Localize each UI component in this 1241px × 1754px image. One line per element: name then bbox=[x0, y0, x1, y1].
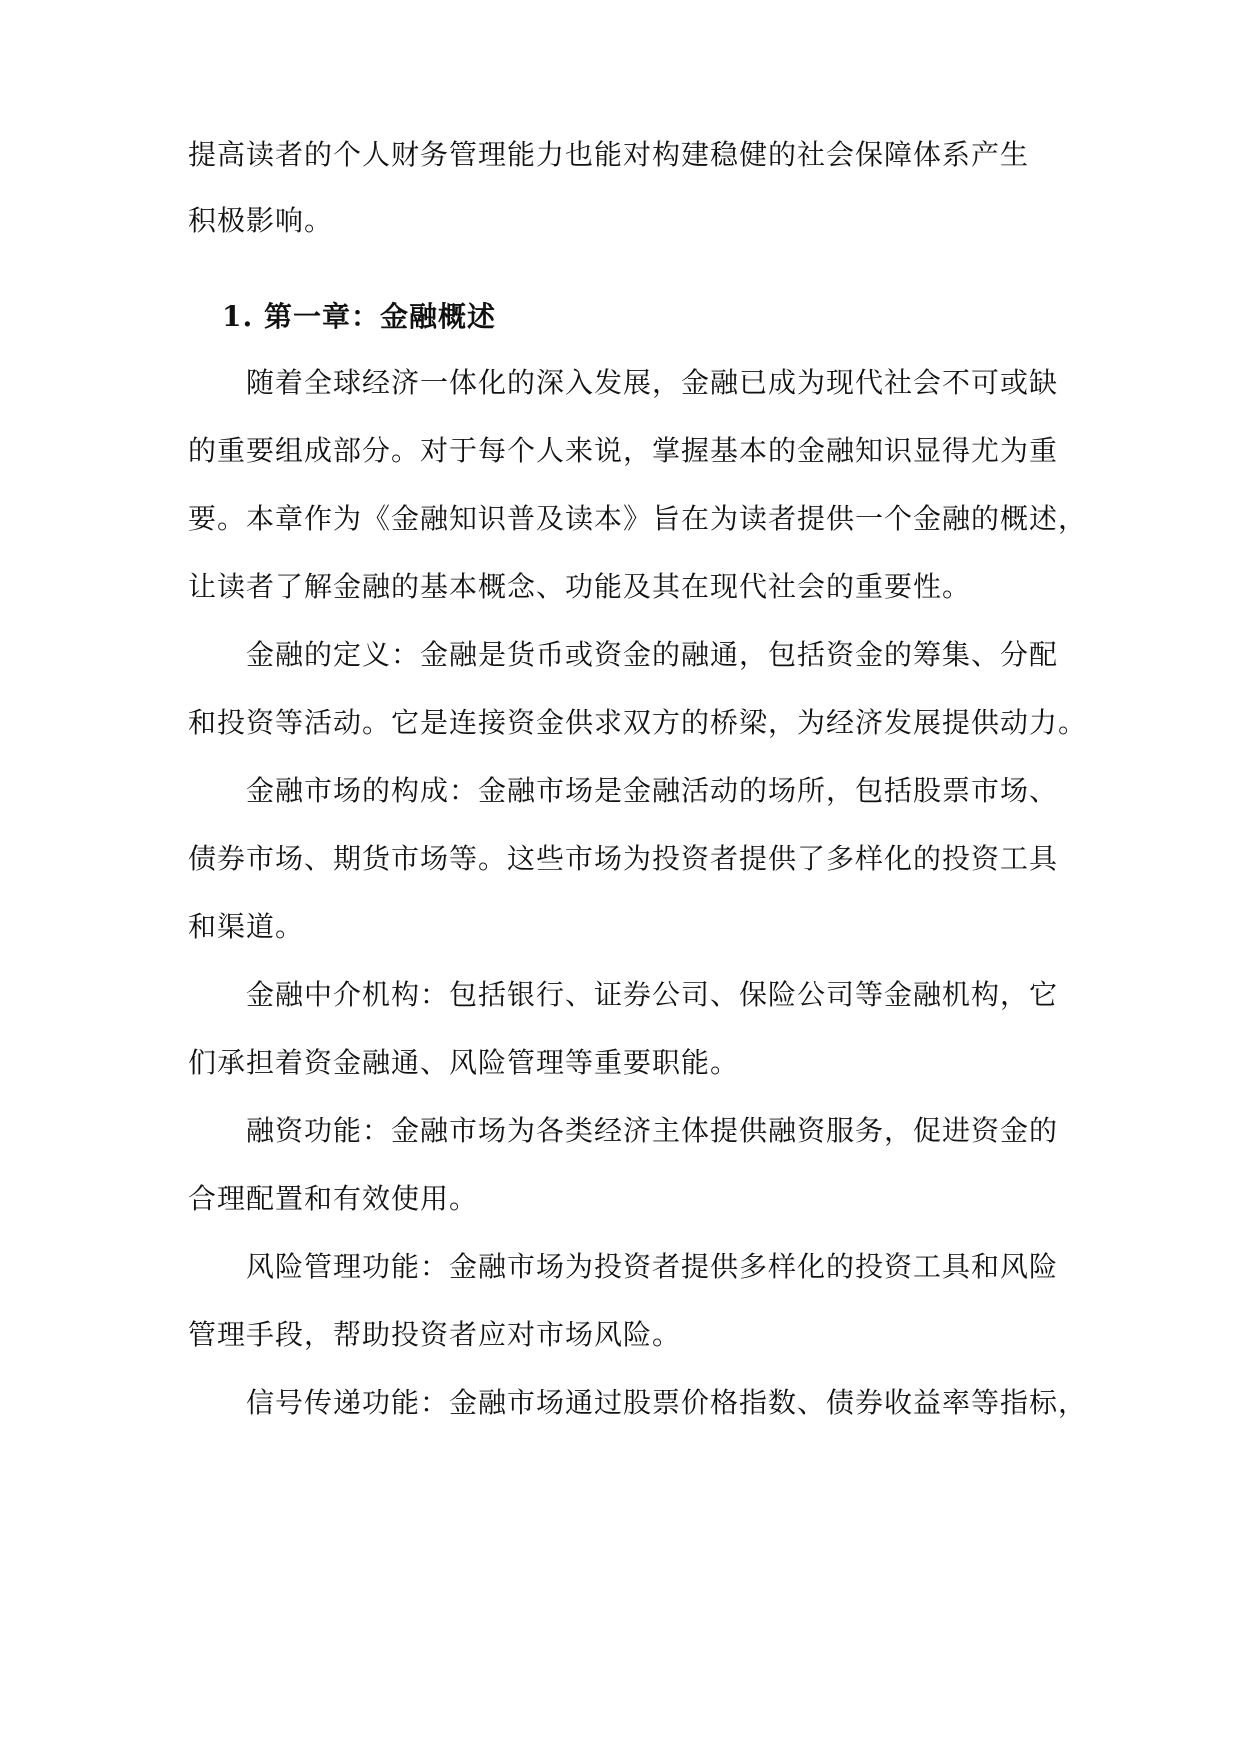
paragraph-2-line-1: 金融的定义：金融是货币或资金的融通，包括资金的筹集、分配 bbox=[246, 638, 1059, 671]
paragraph-3-line-1: 金融市场的构成：金融市场是金融活动的场所，包括股票市场、 bbox=[246, 774, 1059, 807]
paragraph-3-line-3: 和渠道。 bbox=[188, 910, 305, 943]
paragraph-2-line-2: 和投资等活动。它是连接资金供求双方的桥梁，为经济发展提供动力。 bbox=[188, 706, 1088, 739]
paragraph-4-line-1: 金融中介机构：包括银行、证券公司、保险公司等金融机构，它 bbox=[246, 978, 1059, 1011]
paragraph-7-line-1: 信号传递功能：金融市场通过股票价格指数、债券收益率等指标， bbox=[246, 1386, 1088, 1419]
paragraph-1-line-1: 随着全球经济一体化的深入发展，金融已成为现代社会不可或缺 bbox=[246, 366, 1059, 399]
paragraph-6-line-1: 风险管理功能：金融市场为投资者提供多样化的投资工具和风险 bbox=[246, 1250, 1059, 1283]
paragraph-3-line-2: 债券市场、期货市场等。这些市场为投资者提供了多样化的投资工具 bbox=[188, 842, 1059, 875]
paragraph-6-line-2: 管理手段，帮助投资者应对市场风险。 bbox=[188, 1318, 682, 1351]
paragraph-5-line-2: 合理配置和有效使用。 bbox=[188, 1182, 479, 1215]
paragraph-1-line-3: 要。本章作为《金融知识普及读本》旨在为读者提供一个金融的概述， bbox=[188, 502, 1088, 535]
paragraph-1-line-4: 让读者了解金融的基本概念、功能及其在现代社会的重要性。 bbox=[188, 570, 972, 603]
paragraph-1-line-2: 的重要组成部分。对于每个人来说，掌握基本的金融知识显得尤为重 bbox=[188, 434, 1059, 467]
paragraph-4-line-2: 们承担着资金融通、风险管理等重要职能。 bbox=[188, 1046, 740, 1079]
paragraph-5-line-1: 融资功能：金融市场为各类经济主体提供融资服务，促进资金的 bbox=[246, 1114, 1059, 1147]
intro-line-1: 提高读者的个人财务管理能力也能对构建稳健的社会保障体系产生 bbox=[188, 138, 1030, 171]
chapter-heading: 1. 第一章：金融概述 bbox=[222, 300, 496, 333]
intro-line-2: 积极影响。 bbox=[188, 204, 334, 237]
